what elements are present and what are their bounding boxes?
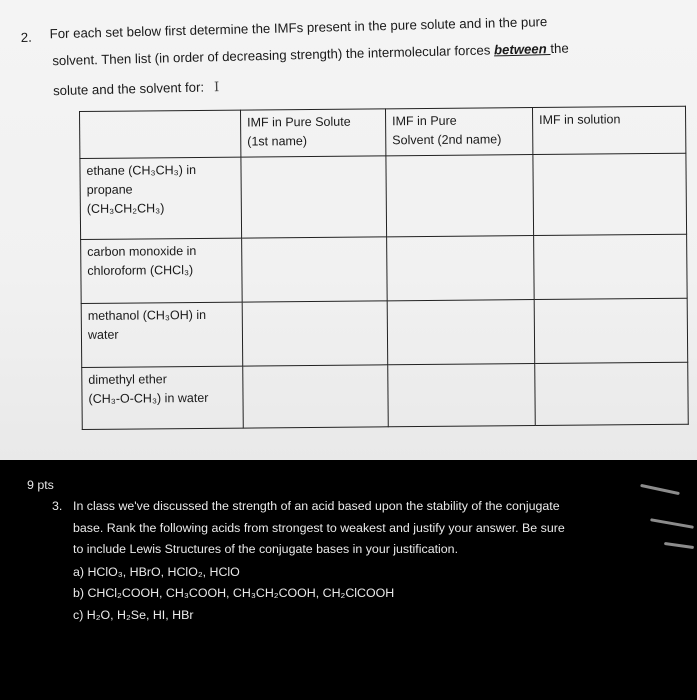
table-row [81, 298, 688, 367]
acid-set-b: b) CHCl₂COOH, CH₃COOH, CH₃CH₂COOH, CH₂ClCOOH [73, 586, 395, 600]
table-row [81, 234, 688, 303]
row-label: dimethyl ether (CH₃-O-CH₃) in water [82, 366, 244, 429]
answer-cell-solute[interactable] [243, 365, 389, 428]
light-glare [650, 518, 694, 529]
question-3 [0, 460, 697, 700]
answer-cell-solution[interactable] [535, 362, 689, 425]
question-2-line-3 [53, 75, 220, 103]
header-imf-solution: IMF in solution [532, 106, 685, 154]
answer-cell-solute[interactable] [242, 301, 388, 366]
answer-cell-solvent[interactable] [387, 300, 535, 365]
answer-cell-solvent[interactable] [387, 236, 535, 301]
points-label: 9 pts [27, 478, 54, 492]
question-3-number: 3. [52, 499, 63, 513]
header-imf-pure-solute: IMF in Pure Solute (1st name) [240, 109, 385, 157]
answer-cell-solute[interactable] [241, 156, 387, 238]
question-3-line-3: to include Lewis Structures of the conjugate bases in your justification. [73, 542, 459, 556]
text-cursor-icon: I [213, 80, 220, 96]
emphasis-between: between [493, 41, 551, 58]
question-2 [20, 0, 670, 99]
question-2-line-1: For each set below first determine the IMFs present in the pure solute and in the pure [49, 14, 548, 42]
answer-cell-solvent[interactable] [388, 364, 536, 427]
answer-cell-solution[interactable] [533, 153, 687, 235]
acid-set-a: a) HClO₃, HBrO, HClO₂, HClO [73, 565, 240, 579]
answer-cell-solvent[interactable] [386, 155, 534, 237]
question-2-line-2-end: the [550, 40, 569, 57]
table-row [82, 362, 689, 429]
imf-table [79, 106, 689, 430]
question-2-line-3-text: solute and the solvent for: [52, 79, 205, 99]
answer-cell-solute[interactable] [242, 237, 388, 302]
question-3-line-2: base. Rank the following acids from strongest to weakest and justify your answer. Be sure [73, 521, 565, 535]
light-glare [664, 542, 694, 549]
answer-cell-solution[interactable] [534, 234, 688, 299]
header-blank-cell [80, 110, 241, 158]
row-label: methanol (CH₃OH) in water [81, 302, 243, 367]
question-3-line-1: In class we've discussed the strength of an acid based upon the stability of the conjugate [73, 499, 560, 513]
worksheet-lower-dark-region [0, 460, 697, 700]
question-2-line-2-start: solvent. Then list (in order of decreasing strength) the intermolecular forces [52, 42, 495, 69]
acid-set-c: c) H₂O, H₂Se, HI, HBr [73, 608, 194, 622]
answer-cell-solution[interactable] [534, 298, 688, 363]
light-glare [640, 484, 680, 495]
table-header-row [80, 106, 686, 158]
row-label: carbon monoxide in chloroform (CHCl₃) [81, 238, 243, 303]
row-label: ethane (CH₃CH₃) in propane (CH₃CH₂CH₃) [80, 157, 242, 239]
header-imf-pure-solvent: IMF in Pure Solvent (2nd name) [385, 108, 532, 156]
question-2-number: 2. [20, 29, 32, 45]
table-row [80, 153, 687, 239]
